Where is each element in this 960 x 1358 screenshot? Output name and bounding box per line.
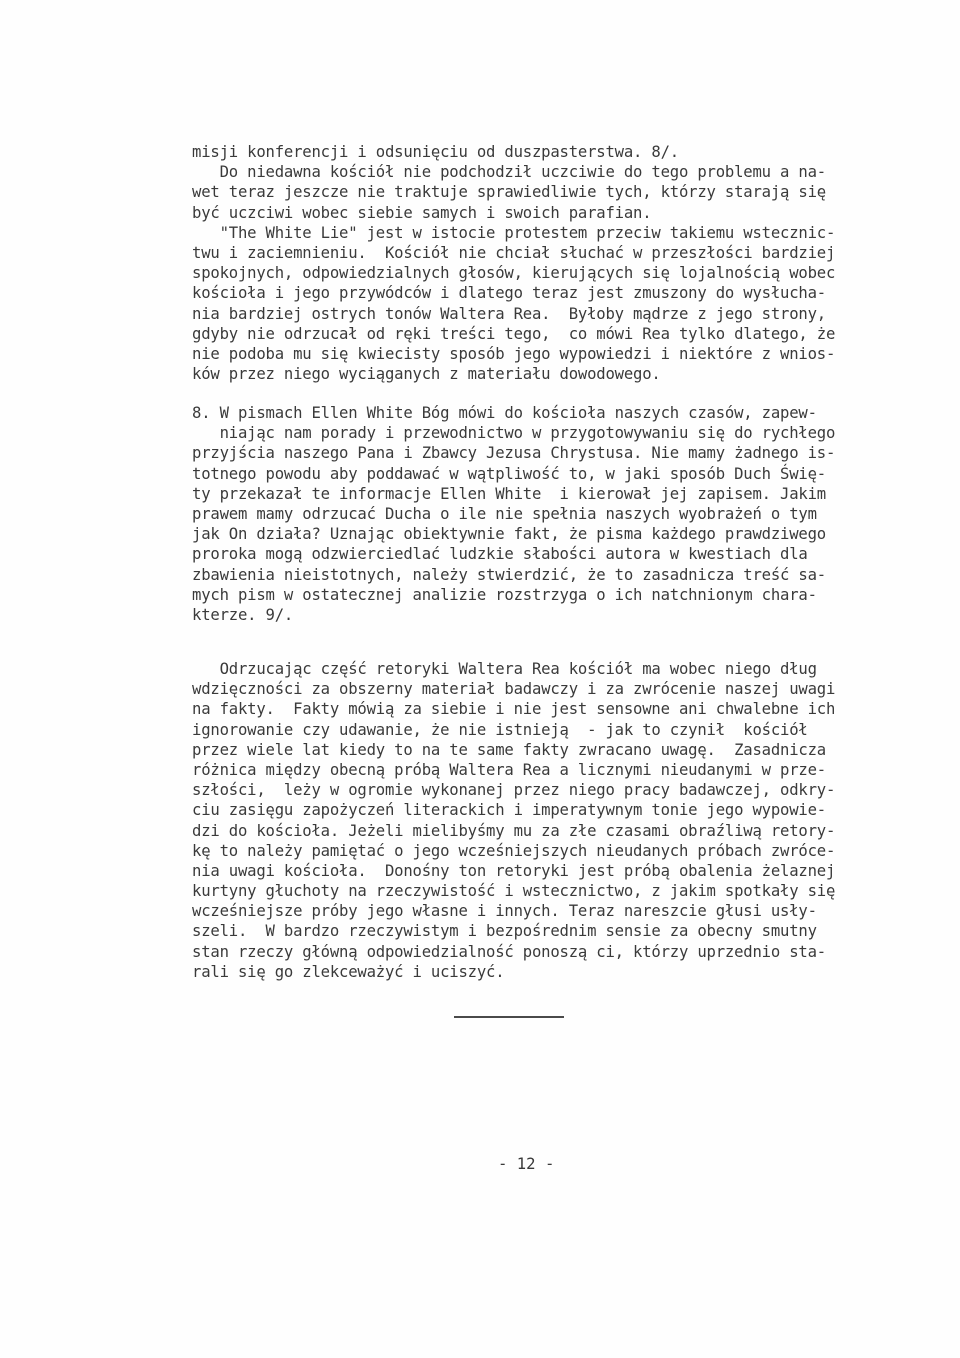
text-line: totnego powodu aby poddawać w wątpliwość to, w jaki sposób Duch Świę-: [192, 464, 826, 483]
text-line: wdzięczności za obszerny materiał badawczy i za zwrócenie naszej uwagi: [192, 680, 836, 699]
text-line: twu i zaciemnieniu. Kościół nie chciał słuchać w przeszłości bardziej: [192, 243, 836, 262]
page-number: - 12 -: [498, 1155, 555, 1173]
text-line: ków przez niego wyciąganych z materiału dowodowego.: [192, 365, 661, 384]
text-line: szłości, leży w ogromie wykonanej przez niego pracy badawczej, odkry-: [192, 781, 836, 800]
text-line: wet teraz jeszcze nie traktuje sprawiedliwie tych, którzy starają się: [192, 183, 826, 202]
text-line: proroka mogą odzwierciedlać ludzkie słabości autora w kwestiach dla: [192, 545, 808, 564]
text-line: ignorowanie czy udawanie, że nie istnieją - jak to czynił kościół: [192, 720, 808, 739]
text-line: Do niedawna kościół nie podchodził uczciwie do tego problemu a na-: [192, 163, 826, 182]
text-line: kurtyny głuchoty na rzeczywistość i wstecznictwo, z jakim spotkały się: [192, 882, 836, 901]
text-line: misji konferencji i odsunięciu od duszpasterstwa. 8/.: [192, 143, 679, 161]
text-line: kościoła i jego przywódców i dlatego teraz jest zmuszony do wysłucha-: [192, 284, 826, 303]
text-line: kterze. 9/.: [192, 605, 294, 624]
text-line: spokojnych, odpowiedzialnych głosów, kierujących się lojalnością wobec: [192, 264, 836, 283]
text-line: nia bardziej ostrych tonów Waltera Rea. Byłoby mądrze z jego strony,: [192, 304, 826, 323]
text-line: przez wiele lat kiedy to na te same fakty zwracano uwagę. Zasadnicza: [192, 740, 826, 759]
text-line: dzi do kościoła. Jeżeli mielibyśmy mu za złe czasami obraźliwą retory-: [192, 821, 836, 840]
text-line: być uczciwi wobec siebie samych i swoich parafian.: [192, 203, 652, 222]
text-line: ciu zasięgu zapożyczeń literackich i imperatywnym tonie jego wypowie-: [192, 801, 826, 820]
section-divider-line: [454, 1016, 564, 1018]
text-line: "The White Lie" jest w istocie protestem przeciw takiemu wstecznic-: [192, 223, 836, 242]
text-line: stan rzeczy główną odpowiedzialność ponoszą ci, którzy uprzednio sta-: [192, 942, 826, 961]
text-line: 8. W pismach Ellen White Bóg mówi do kościoła naszych czasów, zapew-: [192, 404, 817, 422]
text-line: rali się go zlekceważyć i uciszyć.: [192, 962, 505, 981]
text-line: mych pism w ostatecznej analizie rozstrzyga o ich natchnionym chara-: [192, 585, 817, 604]
paragraph-block-point-8: [192, 403, 882, 625]
text-line: kę to należy pamiętać o jego wcześniejszych nieudanych próbach zwróce-: [192, 841, 836, 860]
text-line: szeli. W bardzo rzeczywistym i bezpośrednim sensie za obecny smutny: [192, 922, 817, 941]
text-line: Odrzucając część retoryki Waltera Rea kościół ma wobec niego dług: [192, 660, 817, 678]
text-line: przyjścia naszego Pana i Zbawcy Jezusa Chrystusa. Nie mamy żadnego is-: [192, 444, 836, 463]
text-line: prawem mamy odrzucać Ducha o ile nie spełnia naszych wyobrażeń o tym: [192, 504, 817, 523]
paragraph-block-conclusion: [192, 659, 882, 982]
paragraph-block-intro: [192, 142, 882, 384]
text-line: niając nam porady i przewodnictwo w przygotowywaniu się do rychłego: [192, 424, 836, 443]
text-line: nie podoba mu się kwiecisty sposób jego wypowiedzi i niektóre z wnios-: [192, 344, 836, 363]
text-line: zbawienia nieistotnych, należy stwierdzić, że to zasadnicza treść sa-: [192, 565, 826, 584]
text-line: jak On działa? Uznając obiektywnie fakt, że pisma każdego prawdziwego: [192, 525, 826, 544]
text-line: gdyby nie odrzucał od ręki treści tego, co mówi Rea tylko dlatego, że: [192, 324, 836, 343]
text-line: wcześniejsze próby jego własne i innych. Teraz nareszcie głusi usły-: [192, 902, 817, 921]
text-line: nia uwagi kościoła. Donośny ton retoryki jest próbą obalenia żelaznej: [192, 861, 836, 880]
text-line: różnica między obecną próbą Waltera Rea a licznymi nieudanymi w prze-: [192, 760, 826, 779]
text-line: na fakty. Fakty mówią za siebie i nie jest sensowne ani chwalebne ich: [192, 700, 836, 719]
text-line: ty przekazał te informacje Ellen White i kierował jej zapisem. Jakim: [192, 484, 826, 503]
